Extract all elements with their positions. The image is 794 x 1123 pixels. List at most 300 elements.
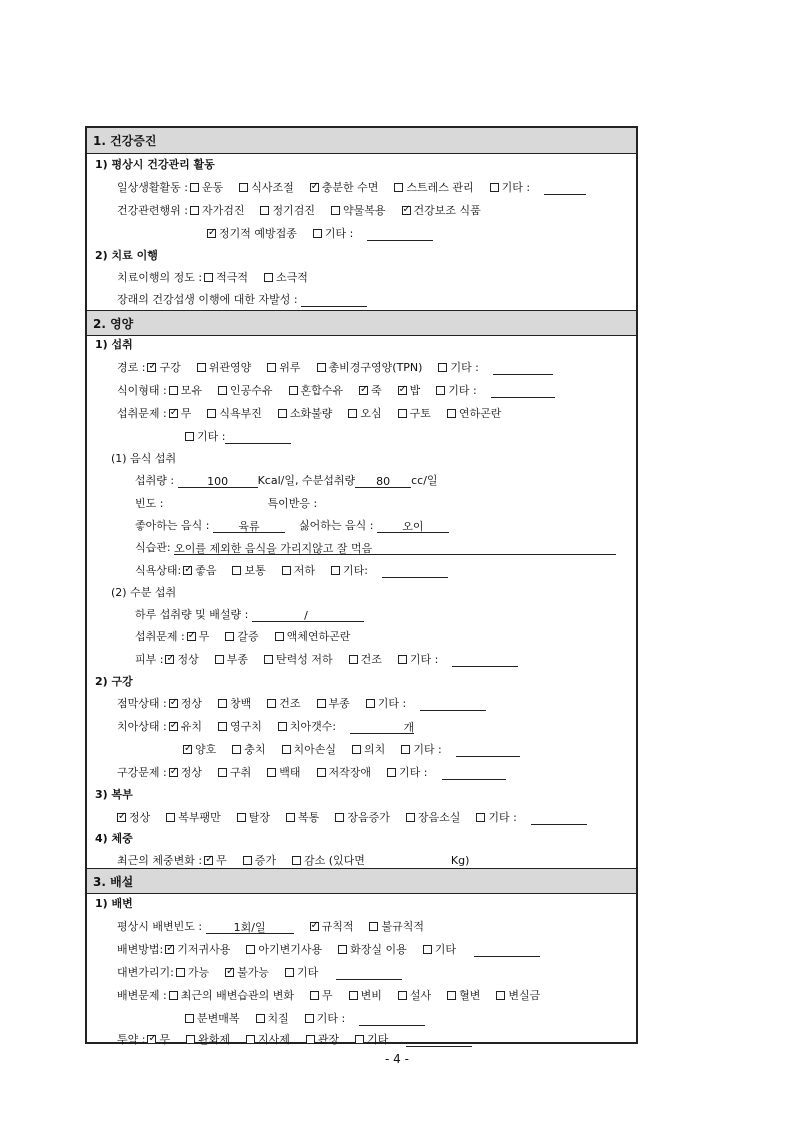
- checkbox-option: [283, 966, 318, 979]
- checkbox-option: [353, 1033, 388, 1046]
- option-label: 유치: [180, 720, 202, 733]
- option-label: 최근의 배변습관의 변화: [180, 989, 294, 1002]
- checkbox-option: [290, 854, 365, 867]
- option-label: 무: [321, 989, 333, 1002]
- option-label: 정상: [180, 766, 202, 779]
- checkbox-option: [399, 743, 441, 756]
- checkbox-option: [287, 384, 344, 397]
- checkbox-option: [421, 943, 456, 956]
- health-behavior-row: 건강관련행위 : 자가검진 정기검진 약물복용✓ 건강보조 식품: [117, 204, 495, 218]
- option-label: 아기변기사용: [258, 943, 323, 956]
- checkbox-icon[interactable]: [436, 386, 445, 395]
- option-label: 갈증: [237, 630, 259, 643]
- checkbox-icon[interactable]: [207, 409, 216, 418]
- blank-line: [531, 812, 587, 825]
- checked-box-icon[interactable]: [147, 363, 156, 372]
- checkbox-option: [308, 181, 379, 194]
- checkbox-icon[interactable]: [289, 386, 298, 395]
- option-label: 식사조절: [251, 181, 294, 194]
- option-label: 기타 :: [377, 697, 407, 710]
- checkbox-option: [230, 564, 265, 577]
- blank-line: [336, 967, 402, 980]
- blank-line: [382, 565, 448, 578]
- checkbox-icon[interactable]: [387, 768, 396, 777]
- checkbox-icon[interactable]: [313, 229, 322, 238]
- option-label: 완화제: [198, 1033, 230, 1046]
- checkbox-icon[interactable]: [349, 655, 358, 664]
- checkbox-icon[interactable]: [218, 386, 227, 395]
- checkbox-icon[interactable]: [496, 991, 505, 1000]
- checkbox-option: [258, 204, 315, 217]
- food-intake-title: (1) 음식 섭취: [111, 452, 177, 465]
- mucosa-row: 점막상태 :✓ 정상 창백 건조 부종 기타 :: [117, 697, 486, 711]
- option-label: 화장실 이용: [350, 943, 407, 956]
- checkbox-icon[interactable]: [190, 206, 199, 215]
- checkbox-option: [308, 989, 333, 1002]
- checkbox-icon[interactable]: [239, 183, 248, 192]
- checkbox-icon[interactable]: [267, 363, 276, 372]
- intake-problem-row-2: [183, 430, 291, 444]
- option-label: 보통: [244, 564, 266, 577]
- option-label: 기타 :: [324, 227, 354, 240]
- checkbox-option: [184, 1033, 230, 1046]
- checkbox-icon[interactable]: [398, 655, 407, 664]
- option-label: 기타 :: [413, 743, 442, 756]
- checkbox-icon[interactable]: [476, 813, 485, 822]
- fluid-problem-row: 섭취문제 :✓ 무 갈증 액체연하곤란: [135, 630, 364, 644]
- option-label: 부종: [328, 697, 350, 710]
- blank-line: [474, 944, 540, 957]
- checked-box-icon[interactable]: [187, 632, 196, 641]
- checkbox-icon[interactable]: [331, 566, 340, 575]
- subsection-title: 2) 구강: [95, 675, 133, 688]
- section-header-elimination: 3. 배설: [87, 868, 636, 894]
- checkbox-icon[interactable]: [355, 1035, 364, 1044]
- assessment-form: [85, 126, 638, 1044]
- checkbox-option: [404, 811, 461, 824]
- option-label: 기타 :: [450, 361, 479, 374]
- checkbox-icon[interactable]: [282, 745, 291, 754]
- option-label: 탄력성 저하: [276, 653, 333, 666]
- medication-row: 투약 :✓ 무 완화제 지사제 관장 기타: [117, 1033, 472, 1047]
- checkbox-option: [445, 989, 480, 1002]
- option-label: 장음소실: [417, 811, 461, 824]
- checkbox-icon[interactable]: [225, 632, 234, 641]
- checkbox-icon[interactable]: [232, 566, 241, 575]
- checkbox-icon[interactable]: [306, 1035, 315, 1044]
- checkbox-icon[interactable]: [166, 813, 175, 822]
- checked-box-icon[interactable]: [169, 722, 178, 731]
- skin-row: 피부 :✓ 정상 부종 탄력성 저하 건조 기타 :: [135, 653, 518, 667]
- motivation-row: 장래의 건강섭생 이행에 대한 자발성 :: [117, 293, 367, 307]
- checked-box-icon[interactable]: [310, 922, 319, 931]
- water-value: 80: [355, 475, 411, 488]
- checkbox-icon[interactable]: [246, 945, 255, 954]
- checkbox-icon[interactable]: [218, 699, 227, 708]
- bowel-freq-value: 1회/일: [206, 921, 294, 934]
- checkbox-option: [396, 989, 431, 1002]
- checkbox-icon[interactable]: [264, 655, 273, 664]
- option-label: 저하: [293, 564, 316, 577]
- checked-box-icon[interactable]: [165, 655, 174, 664]
- checkbox-option: [434, 384, 476, 397]
- checked-box-icon[interactable]: [207, 229, 216, 238]
- option-label: 정상: [177, 653, 199, 666]
- checkbox-option: [183, 1012, 240, 1025]
- option-label: 충분한 수면: [321, 181, 379, 194]
- checkbox-option: [276, 407, 333, 420]
- intake-output-row: 하루 섭취량 및 배설량 : /: [135, 608, 364, 622]
- subsection-title: 1) 평상시 건강관리 활동: [95, 158, 215, 171]
- checkbox-icon[interactable]: [215, 655, 224, 664]
- checkbox-option: [336, 943, 407, 956]
- checked-box-icon[interactable]: [165, 945, 174, 954]
- option-label: 구토: [409, 407, 431, 420]
- blank-line: [308, 609, 364, 622]
- checkbox-icon[interactable]: [338, 945, 347, 954]
- checkbox-icon[interactable]: [275, 632, 284, 641]
- checkbox-icon[interactable]: [260, 206, 269, 215]
- checked-box-icon[interactable]: [117, 813, 126, 822]
- checkbox-icon[interactable]: [169, 386, 178, 395]
- checkbox-option: [174, 966, 209, 979]
- option-label: 기타 :: [409, 653, 439, 666]
- checkbox-icon[interactable]: [447, 409, 456, 418]
- checkbox-option: [396, 407, 431, 420]
- checkbox-icon[interactable]: [349, 991, 358, 1000]
- checkbox-option: [494, 989, 540, 1002]
- checkbox-option: [216, 697, 251, 710]
- section-header-health: 1. 건강증진: [87, 128, 636, 154]
- option-label: 모유: [180, 384, 202, 397]
- checkbox-icon[interactable]: [169, 991, 178, 1000]
- checkbox-icon[interactable]: [197, 363, 206, 372]
- checkbox-icon[interactable]: [218, 768, 227, 777]
- checkbox-option: [115, 811, 150, 824]
- checkbox-icon[interactable]: [246, 1035, 255, 1044]
- option-label: 기타: [367, 1033, 389, 1046]
- checkbox-icon[interactable]: [232, 745, 241, 754]
- checkbox-option: [181, 564, 216, 577]
- health-behavior-row-2: [205, 227, 433, 241]
- checkbox-option: [396, 653, 438, 666]
- checkbox-icon[interactable]: [278, 722, 287, 731]
- option-label: 연하곤란: [458, 407, 502, 420]
- checkbox-option: [315, 361, 423, 374]
- option-label: 변비: [360, 989, 382, 1002]
- checkbox-icon[interactable]: [423, 945, 432, 954]
- abdomen-row: [115, 811, 587, 825]
- checkbox-option: [202, 271, 248, 284]
- checkbox-option: [145, 1033, 170, 1046]
- checkbox-icon[interactable]: [186, 1035, 195, 1044]
- option-label: 운동: [201, 181, 224, 194]
- checkbox-option: [167, 384, 202, 397]
- disliked-food: 오이: [377, 520, 449, 533]
- checkbox-icon[interactable]: [190, 183, 199, 192]
- option-label: 불규칙적: [381, 920, 424, 933]
- checkbox-option: [315, 766, 372, 779]
- checkbox-icon[interactable]: [331, 206, 340, 215]
- option-label: 규칙적: [321, 920, 354, 933]
- checkbox-icon[interactable]: [394, 183, 403, 192]
- checkbox-icon[interactable]: [285, 968, 294, 977]
- option-label: 불가능: [237, 966, 269, 979]
- blank-line: [491, 385, 555, 398]
- checkbox-icon[interactable]: [366, 699, 375, 708]
- option-label: 무: [180, 407, 192, 420]
- checkbox-option: [347, 653, 382, 666]
- option-label: 기저귀사용: [177, 943, 231, 956]
- checkbox-icon[interactable]: [267, 699, 276, 708]
- toilet-training-row: 대변가리기: 가능✓ 불가능 기타: [117, 966, 402, 980]
- checkbox-option: [167, 766, 202, 779]
- checkbox-icon[interactable]: [292, 856, 301, 865]
- checked-box-icon[interactable]: [169, 699, 178, 708]
- option-label: 창백: [229, 697, 252, 710]
- checked-box-icon[interactable]: [183, 745, 192, 754]
- checkbox-icon[interactable]: [352, 745, 361, 754]
- checkbox-icon[interactable]: [438, 363, 447, 372]
- checkbox-icon[interactable]: [447, 991, 456, 1000]
- checkbox-icon[interactable]: [267, 768, 276, 777]
- checkbox-option: [244, 1033, 290, 1046]
- option-label: 오심: [360, 407, 382, 420]
- subsection-title: 1) 섭취: [95, 338, 133, 351]
- option-label: 증가: [254, 854, 276, 867]
- checkbox-option: [265, 766, 300, 779]
- checkbox-option: [346, 407, 381, 420]
- checkbox-icon[interactable]: [185, 1014, 194, 1023]
- checkbox-icon[interactable]: [282, 566, 291, 575]
- checked-box-icon[interactable]: [310, 183, 319, 192]
- bowel-freq-row: 평상시 배변빈도 : 1회/일✓ 규칙적 불규칙적: [117, 920, 438, 934]
- blank-line: [359, 1013, 425, 1026]
- option-label: 정기적 예방접종: [219, 227, 297, 240]
- checkbox-option: [164, 811, 221, 824]
- blank-line: [301, 294, 367, 307]
- checkbox-option: [181, 743, 216, 756]
- option-label: 위관영양: [208, 361, 252, 374]
- section-header-nutrition: 2. 영양: [87, 310, 636, 336]
- checkbox-option: [273, 630, 351, 643]
- checkbox-option: [241, 854, 276, 867]
- checkbox-option: [188, 181, 223, 194]
- checkbox-icon[interactable]: [305, 1014, 314, 1023]
- fluid-intake-title: (2) 수분 섭취: [111, 586, 177, 599]
- option-label: 백태: [279, 766, 301, 779]
- option-label: 구강: [159, 361, 181, 374]
- checkbox-option: [167, 720, 202, 733]
- checkbox-option: [195, 361, 252, 374]
- checkbox-option: [396, 384, 421, 397]
- checkbox-option: [280, 564, 315, 577]
- option-label: 정기검진: [272, 204, 315, 217]
- checked-box-icon[interactable]: [402, 206, 411, 215]
- option-label: 영구치: [229, 720, 262, 733]
- option-label: 기타 :: [197, 430, 226, 443]
- bowel-problem-row: 배변문제 : 최근의 배변습관의 변화 무 변비 설사 혈변 변실금: [117, 989, 541, 1002]
- checkbox-option: [474, 811, 516, 824]
- teeth-row-2: [181, 743, 520, 757]
- option-label: 기타 :: [448, 384, 477, 397]
- checked-box-icon[interactable]: [398, 386, 407, 395]
- option-label: 정상: [180, 697, 202, 710]
- checkbox-option: [276, 720, 336, 733]
- checkbox-option: [205, 227, 297, 240]
- option-label: 위루: [279, 361, 301, 374]
- option-label: 좋음: [195, 564, 217, 577]
- checkbox-option: [183, 430, 225, 443]
- checkbox-icon[interactable]: [264, 273, 273, 282]
- checkbox-option: [436, 361, 478, 374]
- option-label: 약물복용: [343, 204, 386, 217]
- checkbox-icon[interactable]: [286, 813, 295, 822]
- checkbox-icon[interactable]: [278, 409, 287, 418]
- blank-line: [406, 1034, 472, 1047]
- oral-problem-row: 구강문제 :✓ 정상 구취 백태 저작장애 기타 :: [117, 766, 506, 780]
- option-label: 정상: [129, 811, 151, 824]
- option-label: 부종: [226, 653, 248, 666]
- checkbox-option: [163, 943, 230, 956]
- blank-line: [367, 228, 433, 241]
- checkbox-option: [262, 653, 333, 666]
- option-label: 인공수유: [229, 384, 273, 397]
- checked-box-icon[interactable]: [183, 566, 192, 575]
- checked-box-icon[interactable]: [359, 386, 368, 395]
- checkbox-option: [230, 743, 265, 756]
- blank-line: [442, 767, 506, 780]
- weight-row: 최근의 체중변화 :✓ 무 증가 감소 (있다면 Kg): [117, 854, 469, 868]
- option-label: 죽: [371, 384, 382, 397]
- checkbox-option: [167, 407, 192, 420]
- checkbox-icon[interactable]: [185, 432, 194, 441]
- subsection-title: 4) 체중: [95, 832, 133, 845]
- option-label: 기타 :: [399, 766, 428, 779]
- food-preference-row: 좋아하는 음식 : 육류 싫어하는 음식 : 오이: [135, 519, 449, 533]
- checkbox-icon[interactable]: [237, 813, 246, 822]
- blank-line: [420, 698, 486, 711]
- option-label: 분변매복: [197, 1012, 240, 1025]
- subsection-title: 2) 치료 이행: [95, 249, 158, 262]
- checkbox-option: [367, 920, 424, 933]
- checked-box-icon[interactable]: [204, 856, 213, 865]
- checkbox-icon[interactable]: [369, 922, 378, 931]
- checkbox-option: [488, 181, 530, 194]
- checked-box-icon[interactable]: [147, 1035, 156, 1044]
- checkbox-option: [254, 1012, 289, 1025]
- option-label: 의치: [364, 743, 386, 756]
- checkbox-icon[interactable]: [398, 409, 407, 418]
- checkbox-option: [244, 943, 322, 956]
- blank-line: [225, 431, 291, 444]
- blank-line: [452, 654, 518, 667]
- option-label: 기타 :: [488, 811, 517, 824]
- checkbox-option: [216, 766, 251, 779]
- checkbox-icon[interactable]: [256, 1014, 265, 1023]
- checkbox-icon[interactable]: [317, 699, 326, 708]
- checkbox-option: [216, 384, 273, 397]
- diet-row: 식이형태 : 모유 인공수유 혼합수유✓ 죽✓ 밥 기타 :: [117, 384, 555, 398]
- checkbox-option: [308, 920, 354, 933]
- daily-activity-row: 일상생활활동 : 운동 식사조절✓ 충분한 수면 스트레스 관리 기타 :: [117, 181, 586, 195]
- checkbox-option: [315, 697, 350, 710]
- checkbox-option: [304, 1033, 339, 1046]
- checkbox-option: [364, 697, 406, 710]
- checkbox-option: [163, 653, 198, 666]
- checkbox-option: [445, 407, 502, 420]
- checkbox-option: [167, 989, 294, 1002]
- option-label: 치아갯수:: [289, 720, 337, 733]
- option-label: 소극적: [275, 271, 308, 284]
- checked-box-icon[interactable]: [225, 968, 234, 977]
- option-label: 밥: [409, 384, 421, 397]
- option-label: 복통: [298, 811, 320, 824]
- option-label: 기타 :: [316, 1012, 346, 1025]
- checkbox-icon[interactable]: [310, 991, 319, 1000]
- checkbox-icon[interactable]: [218, 722, 227, 731]
- checkbox-icon[interactable]: [317, 768, 326, 777]
- option-label: 건조: [279, 697, 301, 710]
- checkbox-icon[interactable]: [401, 745, 410, 754]
- option-label: 무: [216, 854, 227, 867]
- intake-amount-row: 섭취량 : 100 Kcal/일, 수분섭취량 80 cc/일: [135, 474, 438, 488]
- option-label: 치아손실: [293, 743, 337, 756]
- checkbox-option: [185, 630, 210, 643]
- checked-box-icon[interactable]: [169, 768, 178, 777]
- checked-box-icon[interactable]: [169, 409, 178, 418]
- checkbox-icon[interactable]: [176, 968, 185, 977]
- kcal-value: 100: [178, 475, 258, 488]
- checkbox-option: [223, 966, 269, 979]
- subsection-title: 3) 복부: [95, 788, 133, 801]
- checkbox-option: [237, 181, 294, 194]
- eating-habit-value: 오이를 제외한 음식을 가리지않고 잘 먹음: [174, 542, 616, 555]
- option-label: 지사제: [258, 1033, 290, 1046]
- option-label: 기타 :: [501, 181, 531, 194]
- checkbox-icon[interactable]: [348, 409, 357, 418]
- blank-line: [456, 744, 520, 757]
- eating-habit-row: 식습관: 오이를 제외한 음식을 가리지않고 잘 먹음: [135, 541, 616, 555]
- checkbox-option: [400, 204, 481, 217]
- option-label: 구취: [229, 766, 252, 779]
- checkbox-option: [350, 743, 385, 756]
- option-label: 식욕부진: [219, 407, 262, 420]
- checkbox-icon[interactable]: [490, 183, 499, 192]
- checkbox-option: [329, 564, 368, 577]
- checkbox-option: [205, 407, 262, 420]
- option-label: 총비경구영양(TPN): [328, 361, 423, 374]
- option-label: 감소 (있다면: [304, 854, 365, 867]
- checkbox-option: [280, 743, 337, 756]
- option-label: 무: [198, 630, 210, 643]
- option-label: 스트레스 관리: [406, 181, 474, 194]
- checkbox-icon[interactable]: [335, 813, 344, 822]
- option-label: 탈장: [248, 811, 271, 824]
- option-label: 건강보조 식품: [413, 204, 481, 217]
- option-label: 기타:: [343, 564, 368, 577]
- option-label: 설사: [409, 989, 432, 1002]
- checkbox-icon[interactable]: [243, 856, 252, 865]
- checkbox-icon[interactable]: [398, 991, 407, 1000]
- checkbox-option: [145, 361, 180, 374]
- option-label: 충치: [244, 743, 266, 756]
- checkbox-icon[interactable]: [317, 363, 326, 372]
- checkbox-icon[interactable]: [406, 813, 415, 822]
- option-label: 혈변: [459, 989, 481, 1002]
- checkbox-option: [262, 271, 308, 284]
- checkbox-icon[interactable]: [204, 273, 213, 282]
